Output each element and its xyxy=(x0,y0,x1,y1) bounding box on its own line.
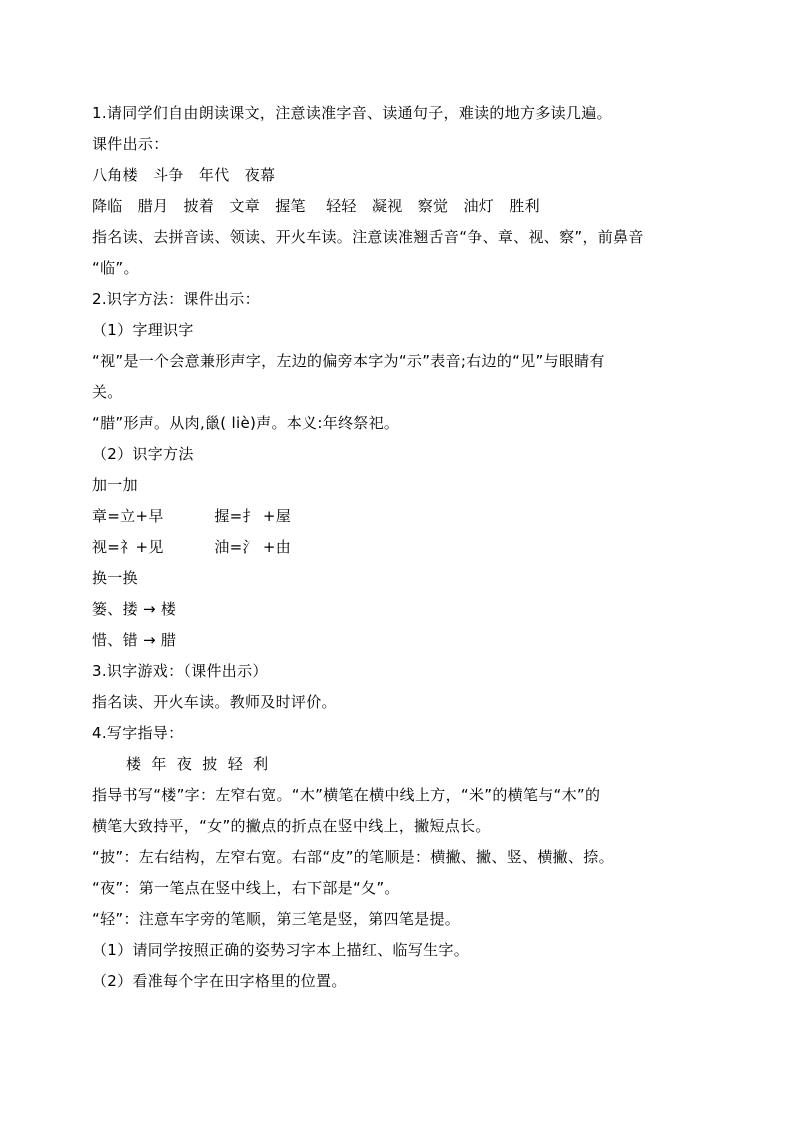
step-1-heading: 1.请同学们自由朗读课文，注意读准字音、读通句子，难读的地方多读几遍。 xyxy=(92,104,612,122)
guide-lou: 指导书写“楼”字：左窄右宽。“木”横笔在横中线上方，“米”的横笔与“木”的 xyxy=(92,786,601,804)
document-page xyxy=(92,98,704,997)
guide-qing: “轻”：注意车字旁的笔顺，第三笔是竖，第四笔是提。 xyxy=(92,910,461,928)
explanation-la: “腊”形声。从肉,巤( liè)声。本义:年终祭祀。 xyxy=(92,414,400,432)
reading-instruction-cont: “临”。 xyxy=(92,259,139,277)
writing-characters: 楼 年 夜 披 轻 利 xyxy=(126,755,269,773)
add-row-2: 视=礻+见 油=氵 +由 xyxy=(92,538,292,556)
subheading-character-logic: （1）字理识字 xyxy=(92,321,194,339)
reading-instruction: 指名读、去拼音读、领读、开火车读。注意读准翘舌音“争、章、视、察”，前鼻音 xyxy=(92,228,644,246)
vocab-row-2: 降临 腊月 披着 文章 握笔 轻轻 凝视 察觉 油灯 胜利 xyxy=(92,197,540,215)
guide-lou-cont: 横笔大致持平，“女”的撇点的折点在竖中线上，撇短点长。 xyxy=(92,817,491,835)
practice-step-2: （2）看准每个字在田字格里的位置。 xyxy=(92,972,347,990)
step-2-heading: 2.识字方法：课件出示： xyxy=(92,290,260,308)
vocab-row-1: 八角楼 斗争 年代 夜幕 xyxy=(92,166,276,184)
method-swap: 换一换 xyxy=(92,569,138,587)
add-row-1: 章=立+早 握=扌 +屋 xyxy=(92,507,292,525)
explanation-shi-cont: 关。 xyxy=(92,383,123,401)
guide-pi: “披”：左右结构，左窄右宽。右部“皮”的笔顺是：横撇、撇、竖、横撇、捺。 xyxy=(92,848,614,866)
courseware-label: 课件出示： xyxy=(92,135,169,153)
swap-row-2: 惜、错 → 腊 xyxy=(92,631,177,649)
subheading-method: （2）识字方法 xyxy=(92,445,194,463)
step-4-heading: 4.写字指导： xyxy=(92,724,184,742)
practice-step-1: （1）请同学按照正确的姿势习字本上描红、临写生字。 xyxy=(92,941,470,959)
swap-row-1: 篓、搂 → 楼 xyxy=(92,600,177,618)
method-add: 加一加 xyxy=(92,476,138,494)
guide-ye: “夜”：第一笔点在竖中线上，右下部是“夂”。 xyxy=(92,879,400,897)
game-instruction: 指名读、开火车读。教师及时评价。 xyxy=(92,693,337,711)
explanation-shi: “视”是一个会意兼形声字，左边的偏旁本字为“示”表音;右边的“见”与眼睛有 xyxy=(92,352,605,370)
step-3-heading: 3.识字游戏：（课件出示） xyxy=(92,662,268,680)
